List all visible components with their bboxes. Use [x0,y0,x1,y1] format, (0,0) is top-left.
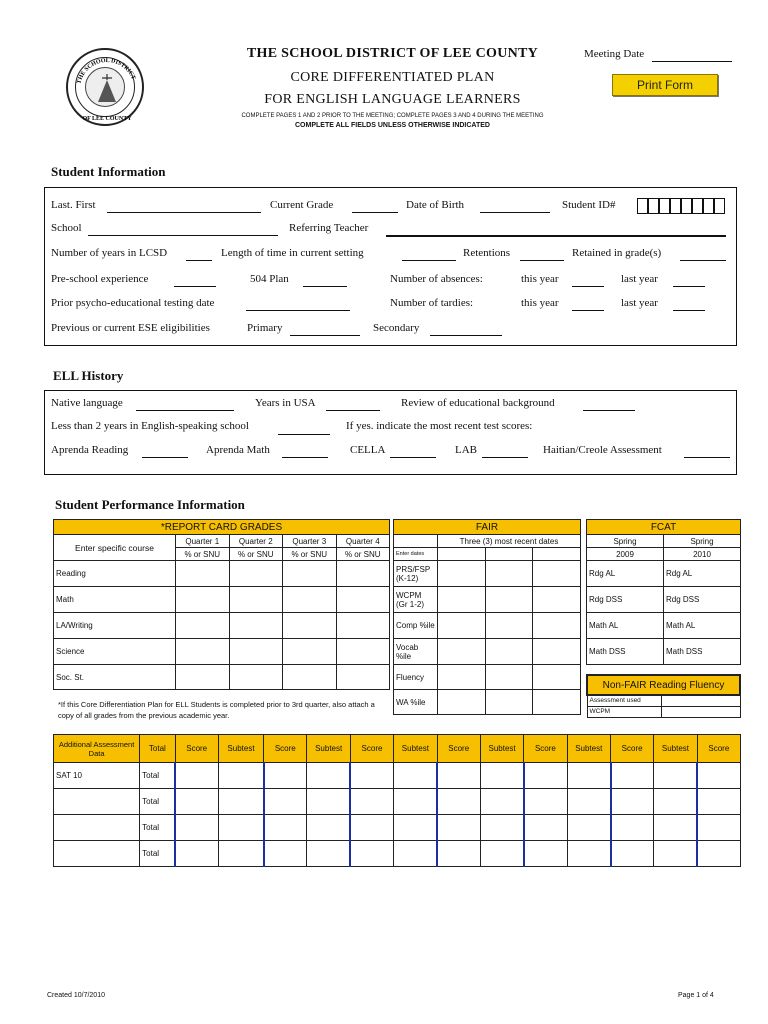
review-label: Review of educational background [401,397,555,409]
primary-field[interactable] [290,335,360,336]
grade-cell[interactable] [229,639,283,665]
last-first-field[interactable] [107,212,261,213]
grade-cell[interactable] [229,665,283,690]
preschool-field[interactable] [174,286,216,287]
score-cell[interactable] [350,841,393,867]
score-cell[interactable] [524,763,567,789]
total-label: Total [140,841,175,867]
prior-testing-label: Prior psycho-educational testing date [51,297,215,309]
subtest-cell[interactable] [654,841,697,867]
fcat-year: 2009 [587,548,664,561]
wcpm-field[interactable] [661,706,740,717]
subtest-cell[interactable] [218,841,263,867]
svg-text:THE SCHOOL DISTRICT: THE SCHOOL DISTRICT [76,57,137,85]
school-field[interactable] [88,235,278,236]
additional-col-header: Score [611,735,654,763]
subtest-cell[interactable] [480,763,523,789]
date-cell[interactable] [438,548,486,561]
fair-cell[interactable] [485,690,533,715]
if-yes-label: If yes. indicate the most recent test scores: [346,420,533,432]
fcat-col-header: Spring [587,535,664,548]
score-cell[interactable] [350,815,393,841]
subtest-cell[interactable] [567,815,610,841]
additional-col-header: Subtest [218,735,263,763]
absences-this-year-field[interactable] [572,286,604,287]
less-than-2-field[interactable] [278,434,330,435]
subtest-cell[interactable] [654,815,697,841]
fair-cell[interactable] [533,639,581,665]
date-cell[interactable] [485,548,533,561]
retained-grades-label: Retained in grade(s) [572,247,662,259]
total-label: Total [140,763,175,789]
report-card-title: *REPORT CARD GRADES [54,520,390,535]
cella-field[interactable] [390,457,436,458]
fair-cell[interactable] [485,613,533,639]
score-cell[interactable] [697,841,740,867]
student-id-digit[interactable] [703,198,714,214]
fair-cell[interactable] [438,613,486,639]
grade-cell[interactable] [283,665,337,690]
additional-col-header: Subtest [307,735,350,763]
cella-label: CELLA [350,444,386,456]
fcat-cell[interactable]: Math AL [587,613,664,639]
grade-cell[interactable] [176,561,230,587]
subtest-cell[interactable] [218,815,263,841]
additional-assessment-table [53,734,741,867]
referring-teacher-field[interactable] [386,235,726,237]
score-cell[interactable] [175,815,218,841]
student-id-digit[interactable] [648,198,659,214]
subtest-cell[interactable] [218,789,263,815]
score-cell[interactable] [697,789,740,815]
preschool-label: Pre-school experience [51,273,149,285]
review-field[interactable] [583,410,635,411]
district-seal [66,48,144,126]
fair-row-label: Fluency [394,665,438,690]
fcat-cell[interactable]: Math DSS [664,639,741,665]
course-label: Enter specific course [54,535,176,561]
form-title-2: FOR ENGLISH LANGUAGE LEARNERS [264,92,521,107]
subtest-cell[interactable] [567,763,610,789]
instruction-text: COMPLETE PAGES 1 AND 2 PRIOR TO THE MEETING; COMPLETE PAGES 3 AND 4 DURING THE MEETING [241,113,544,119]
tardies-this-year-label: this year [521,297,559,309]
ell-history-heading: ELL History [53,368,124,383]
retentions-field[interactable] [520,260,564,261]
subject-label: Science [54,639,176,665]
primary-label: Primary [247,322,283,334]
score-cell[interactable] [175,763,218,789]
fair-cell[interactable] [438,690,486,715]
dob-field[interactable] [480,212,550,213]
meeting-date-field[interactable] [652,61,732,62]
fcat-year: 2010 [664,548,741,561]
student-id-digit[interactable] [714,198,725,214]
length-setting-label: Length of time in current setting [221,247,364,259]
fair-title: FAIR [394,520,581,535]
plan504-field[interactable] [303,286,347,287]
additional-col-header: Subtest [394,735,437,763]
tardies-last-year-field[interactable] [673,310,705,311]
grade-cell[interactable] [336,587,390,613]
absences-this-year-label: this year [521,273,559,285]
score-cell[interactable] [437,841,480,867]
fair-cell[interactable] [485,561,533,587]
tardies-this-year-field[interactable] [572,310,604,311]
subject-label: Soc. St. [54,665,176,690]
score-cell[interactable] [524,841,567,867]
grade-cell[interactable] [283,613,337,639]
absences-last-year-field[interactable] [673,286,705,287]
fair-subtitle: Three (3) most recent dates [438,535,581,548]
lab-field[interactable] [482,457,528,458]
total-label: Total [140,815,175,841]
fair-row-label: WCPM (Gr 1-2) [394,587,438,613]
print-form-button[interactable]: Print Form [612,74,718,96]
score-cell[interactable] [611,841,654,867]
fair-cell[interactable] [485,639,533,665]
total-label: Total [140,789,175,815]
additional-col-header: Score [350,735,393,763]
unit-header: % or SNU [229,548,283,561]
quarter-3-header: Quarter 3 [283,535,337,548]
additional-col-header: Subtest [567,735,610,763]
score-cell[interactable] [264,841,307,867]
subtest-cell[interactable] [654,789,697,815]
fair-cell[interactable] [438,639,486,665]
non-fair-table [586,674,741,718]
years-usa-label: Years in USA [255,397,316,409]
subject-label: Reading [54,561,176,587]
assessment-name[interactable]: SAT 10 [54,763,140,789]
additional-col-header: Total [140,735,175,763]
subtest-cell[interactable] [480,815,523,841]
subtest-cell[interactable] [480,789,523,815]
additional-col-header: Score [175,735,218,763]
fair-cell[interactable] [533,613,581,639]
current-grade-field[interactable] [352,212,398,213]
tardies-last-year-label: last year [621,297,658,309]
page-number: Page 1 of 4 [678,992,714,999]
meeting-date-label: Meeting Date [584,48,645,60]
native-language-label: Native language [51,397,123,409]
haitian-label: Haitian/Creole Assessment [543,444,662,456]
grade-cell[interactable] [336,665,390,690]
student-id-digit[interactable] [670,198,681,214]
performance-heading: Student Performance Information [55,497,245,512]
native-language-field[interactable] [136,410,234,411]
subject-label: Math [54,587,176,613]
grade-cell[interactable] [229,613,283,639]
svg-text:OF LEE COUNTY: OF LEE COUNTY [82,116,132,122]
student-id-digit[interactable] [637,198,648,214]
subtest-cell[interactable] [394,815,437,841]
subtest-cell[interactable] [307,763,350,789]
score-cell[interactable] [697,815,740,841]
subject-label: LA/Writing [54,613,176,639]
score-cell[interactable] [524,815,567,841]
unit-header: % or SNU [336,548,390,561]
subtest-cell[interactable] [567,789,610,815]
absences-last-year-label: last year [621,273,658,285]
fair-cell[interactable] [533,690,581,715]
ese-label: Previous or current ESE eligibilities [51,322,210,334]
fair-table [393,519,581,715]
wcpm-label: WCPM [587,706,661,717]
subtest-cell[interactable] [307,841,350,867]
fcat-cell[interactable]: Rdg DSS [587,587,664,613]
fcat-cell[interactable]: Math DSS [587,639,664,665]
prior-testing-field[interactable] [246,310,350,311]
secondary-label: Secondary [373,322,420,334]
fcat-cell[interactable]: Rdg DSS [664,587,741,613]
student-info-heading: Student Information [51,164,166,179]
aprenda-reading-field[interactable] [142,457,188,458]
instruction-bold: COMPLETE ALL FIELDS UNLESS OTHERWISE INDICATED [295,122,490,129]
score-cell[interactable] [697,763,740,789]
dob-label: Date of Birth [406,199,465,211]
assessment-name[interactable] [54,789,140,815]
additional-col-header: Subtest [480,735,523,763]
fcat-title: FCAT [587,520,741,535]
fair-cell[interactable] [533,561,581,587]
subtest-cell[interactable] [654,763,697,789]
student-id-digit[interactable] [659,198,670,214]
score-cell[interactable] [611,815,654,841]
score-cell[interactable] [264,789,307,815]
school-label: School [51,222,82,234]
fair-cell[interactable] [438,587,486,613]
grade-cell[interactable] [336,639,390,665]
fcat-cell[interactable]: Rdg AL [664,561,741,587]
tardies-label: Number of tardies: [390,297,474,309]
student-id-digit[interactable] [681,198,692,214]
aprenda-math-field[interactable] [282,457,328,458]
lab-label: LAB [455,444,477,456]
unit-header: % or SNU [283,548,337,561]
aprenda-math-label: Aprenda Math [206,444,270,456]
fair-row-label: WA %ile [394,690,438,715]
subtest-cell[interactable] [394,841,437,867]
assessment-used-field[interactable] [661,695,740,706]
fair-row-label: Comp %ile [394,613,438,639]
quarter-1-header: Quarter 1 [176,535,230,548]
fcat-table [586,519,741,665]
date-cell[interactable] [533,548,581,561]
report-card-note: *If this Core Differentiation Plan for ELL Students is completed prior to 3rd quarter, also attach a copy of all grades from the previous academic year. [58,700,375,720]
score-cell[interactable] [264,815,307,841]
assessment-used-label: Assessment used [587,695,661,706]
additional-assessment-header: Additional Assessment Data [54,735,140,763]
score-cell[interactable] [437,789,480,815]
length-setting-field[interactable] [402,260,456,261]
grade-cell[interactable] [283,639,337,665]
fair-cell[interactable] [438,665,486,690]
student-id-digit[interactable] [692,198,703,214]
assessment-name[interactable] [54,815,140,841]
grade-cell[interactable] [283,587,337,613]
subtest-cell[interactable] [480,841,523,867]
subtest-cell[interactable] [307,789,350,815]
score-cell[interactable] [175,841,218,867]
retentions-label: Retentions [463,247,511,259]
years-usa-field[interactable] [326,410,380,411]
retained-grades-field[interactable] [680,260,726,261]
plan504-label: 504 Plan [250,273,289,285]
non-fair-title: Non-FAIR Reading Fluency [587,675,740,695]
score-cell[interactable] [264,763,307,789]
years-lcsd-field[interactable] [186,260,212,261]
fcat-cell[interactable]: Math AL [664,613,741,639]
quarter-2-header: Quarter 2 [229,535,283,548]
grade-cell[interactable] [176,665,230,690]
additional-col-header: Score [697,735,740,763]
score-cell[interactable] [437,763,480,789]
secondary-field[interactable] [430,335,502,336]
assessment-name[interactable] [54,841,140,867]
report-card-table [53,519,390,690]
subtest-cell[interactable] [567,841,610,867]
subtest-cell[interactable] [218,763,263,789]
grade-cell[interactable] [176,639,230,665]
score-cell[interactable] [524,789,567,815]
created-date: Created 10/7/2010 [47,992,105,999]
fcat-cell[interactable]: Rdg AL [587,561,664,587]
less-than-2-label: Less than 2 years in English-speaking school [51,420,249,432]
grade-cell[interactable] [229,561,283,587]
student-id-label: Student ID# [562,199,616,211]
score-cell[interactable] [437,815,480,841]
enter-dates-label: Enter dates [394,548,438,561]
current-grade-label: Current Grade [270,199,334,211]
fair-cell[interactable] [533,587,581,613]
score-cell[interactable] [350,763,393,789]
form-title-1: CORE DIFFERENTIATED PLAN [290,70,495,85]
score-cell[interactable] [611,763,654,789]
subtest-cell[interactable] [307,815,350,841]
subtest-cell[interactable] [394,763,437,789]
fair-cell[interactable] [485,587,533,613]
fair-cell[interactable] [485,665,533,690]
fair-cell[interactable] [533,665,581,690]
subtest-cell[interactable] [394,789,437,815]
score-cell[interactable] [175,789,218,815]
fair-row-label: PRS/FSP (K-12) [394,561,438,587]
additional-col-header: Score [437,735,480,763]
referring-teacher-label: Referring Teacher [289,222,369,234]
grade-cell[interactable] [283,561,337,587]
absences-label: Number of absences: [390,273,483,285]
additional-col-header: Score [264,735,307,763]
additional-col-header: Subtest [654,735,697,763]
score-cell[interactable] [350,789,393,815]
fair-cell[interactable] [438,561,486,587]
unit-header: % or SNU [176,548,230,561]
additional-col-header: Score [524,735,567,763]
ell-history-box [44,390,737,475]
district-name: THE SCHOOL DISTRICT OF LEE COUNTY [246,46,539,61]
grade-cell[interactable] [336,613,390,639]
fair-row-label: Vocab %ile [394,639,438,665]
grade-cell[interactable] [176,613,230,639]
aprenda-reading-label: Aprenda Reading [51,444,129,456]
score-cell[interactable] [611,789,654,815]
haitian-field[interactable] [684,457,730,458]
grade-cell[interactable] [336,561,390,587]
grade-cell[interactable] [229,587,283,613]
fcat-col-header: Spring [664,535,741,548]
last-first-label: Last. First [51,199,96,211]
grade-cell[interactable] [176,587,230,613]
quarter-4-header: Quarter 4 [336,535,390,548]
years-lcsd-label: Number of years in LCSD [51,247,168,259]
